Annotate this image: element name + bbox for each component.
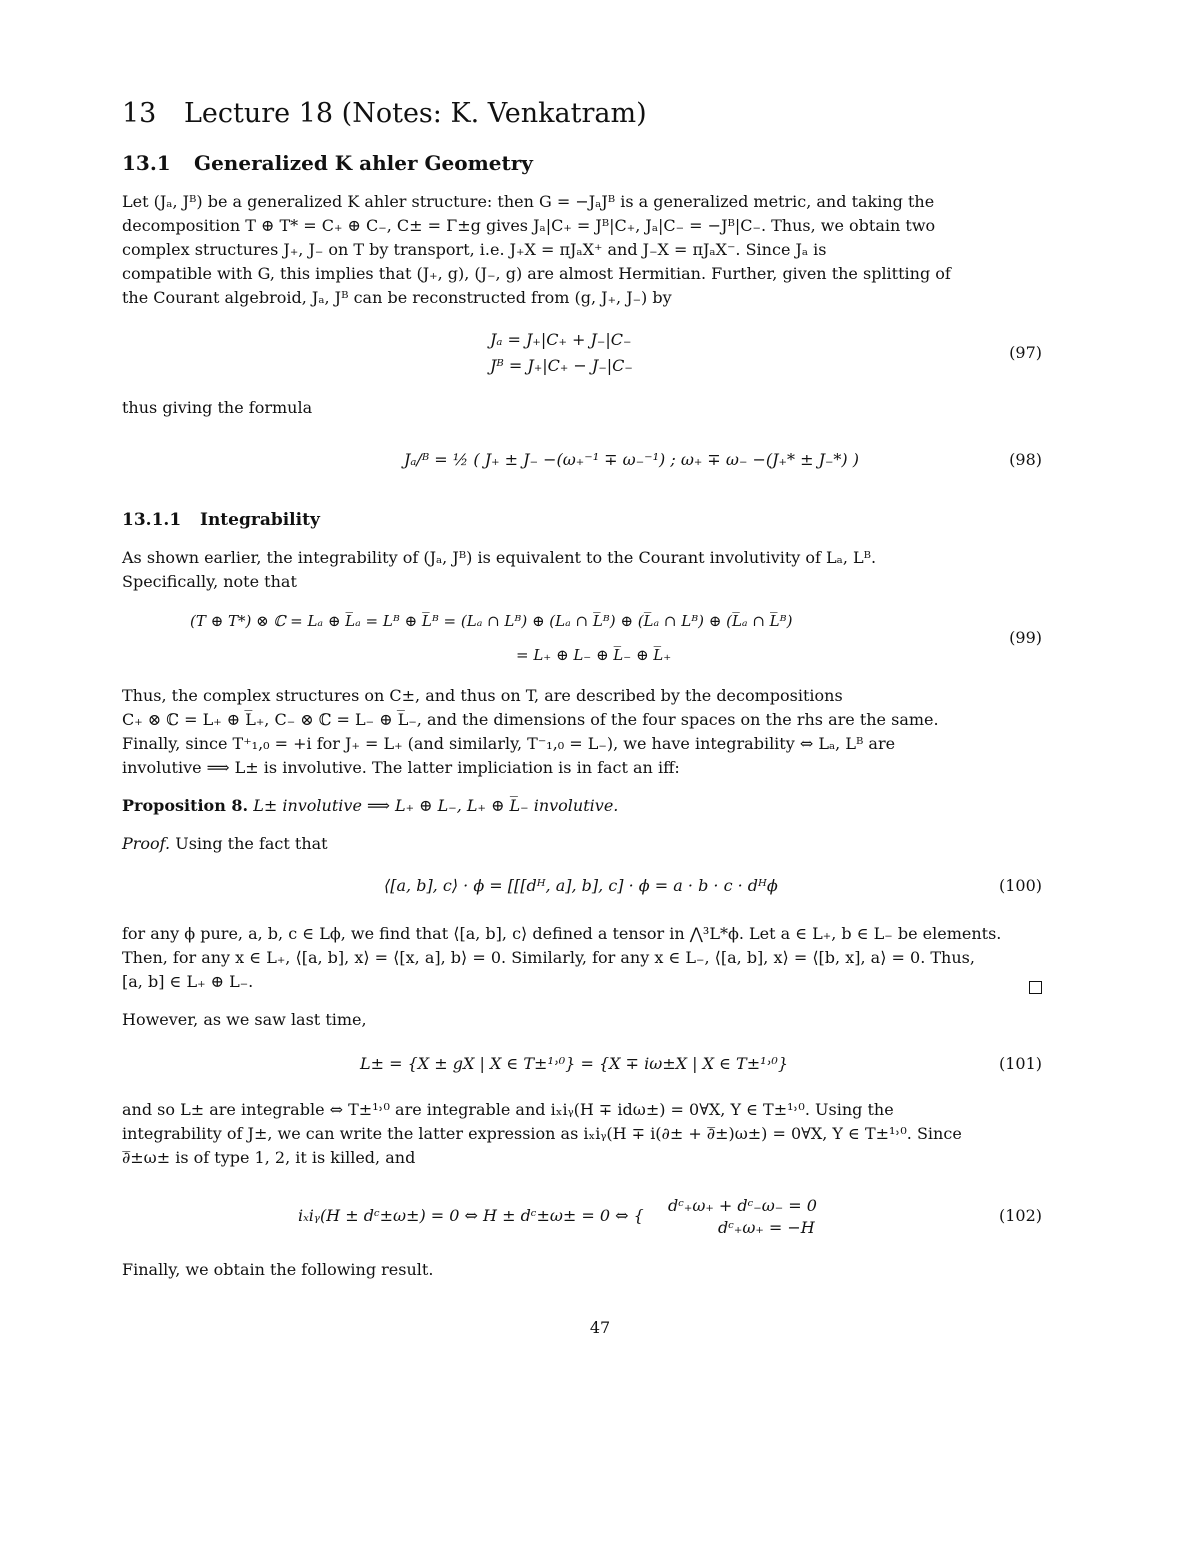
text-line: However, as we saw last time, [122, 1010, 367, 1029]
text-line: Finally, we obtain the following result. [122, 1260, 434, 1279]
equation-line: = L₊ ⊕ L₋ ⊕ L̅₋ ⊕ L̅₊ [516, 646, 672, 664]
equation-number: (99) [1009, 628, 1042, 647]
equation-97 [122, 330, 1042, 380]
proposition [122, 794, 1042, 818]
paragraph-proof [122, 922, 1042, 994]
subsection-heading [122, 151, 1042, 175]
equation-101 [122, 1054, 1042, 1082]
proposition-label: Proposition 8. [122, 796, 249, 815]
qed-square-icon [1029, 981, 1042, 994]
text-line: Finally, since T⁺₁,₀ = +i for J₊ = L₊ (and similarly, T⁻₁,₀ = L₋), we have integrability ⇔ Lₐ, Lᴮ are [122, 734, 896, 753]
equation-98 [122, 448, 1042, 478]
equation-number: (100) [998, 876, 1042, 895]
paragraph-formula-intro [122, 396, 1042, 420]
equation-99 [122, 612, 1042, 668]
equation-line: (T ⊕ T*) ⊗ ℂ = Lₐ ⊕ L̅ₐ = Lᴮ ⊕ L̅ᴮ = (Lₐ ∩ Lᴮ) ⊕ (Lₐ ∩ L̅ᴮ) ⊕ (L̅ₐ ∩ Lᴮ) ⊕ (L̅ₐ ∩ L̅ᴮ) [190, 612, 793, 630]
text-line: C₊ ⊗ ℂ = L₊ ⊕ L̅₊, C₋ ⊗ ℂ = L₋ ⊕ L̅₋, and the dimensions of the four spaces on the rhs are the same. [122, 710, 939, 729]
text-line: integrability of J±, we can write the latter expression as iₓiᵧ(H ∓ i(∂± + ∂̅±)ω±) = 0∀X, Y ∈ T±¹˒⁰. Since [122, 1124, 962, 1143]
equation-line: ⟨[a, b], c⟩ · ϕ = [[[dᴴ, a], b], c] · ϕ = a · b · c · dᴴϕ [384, 876, 778, 895]
equation-number: (101) [998, 1054, 1042, 1073]
equation-number: (102) [998, 1206, 1042, 1225]
page-number: 47 [589, 1318, 611, 1337]
subsubsection-title: Integrability [200, 510, 320, 530]
section-number: 13 [122, 98, 157, 129]
section-heading [122, 98, 1042, 129]
proposition-text: L± involutive ⟹ L₊ ⊕ L₋, L₊ ⊕ L̅₋ involutive. [253, 796, 619, 815]
text-line: Specifically, note that [122, 572, 297, 591]
paragraph-final [122, 1258, 1042, 1282]
paragraph-integrable [122, 1098, 1042, 1170]
text-line: the Courant algebroid, Jₐ, Jᴮ can be reconstructed from (g, J₊, J₋) by [122, 288, 672, 307]
text-line: decomposition T ⊕ T* = C₊ ⊕ C₋, C± = Γ±g gives Jₐ|C₊ = Jᴮ|C₊, Jₐ|C₋ = −Jᴮ|C₋. Thus, we obtain two [122, 216, 936, 235]
paragraph-decompositions [122, 684, 1042, 780]
subsection-number: 13.1 [122, 151, 171, 175]
text-line: Let (Jₐ, Jᴮ) be a generalized K ahler structure: then G = −JₐJᴮ is a generalized metric, and taking the [122, 192, 935, 211]
text-line: and so L± are integrable ⇔ T±¹˒⁰ are integrable and iₓiᵧ(H ∓ idω±) = 0∀X, Y ∈ T±¹˒⁰. Using the [122, 1100, 894, 1119]
text-line: ∂̅±ω± is of type 1, 2, it is killed, and [122, 1148, 416, 1167]
proof-intro [122, 832, 1042, 856]
paragraph-however [122, 1008, 1042, 1032]
text-line: involutive ⟹ L± is involutive. The latter impliciation is in fact an iff: [122, 758, 680, 777]
text-line: compatible with G, this implies that (J₊, g), (J₋, g) are almost Hermitian. Further, given the splitting of [122, 264, 951, 283]
proof-text: Using the fact that [175, 834, 328, 853]
equation-number: (98) [1009, 450, 1042, 469]
equation-line: Jₐ/ᴮ = ½ ( J₊ ± J₋ −(ω₊⁻¹ ∓ ω₋⁻¹) ; ω₊ ∓ ω₋ −(J₊* ± J₋*) ) [404, 450, 859, 469]
text-line: As shown earlier, the integrability of (Jₐ, Jᴮ) is equivalent to the Courant involutivity of Lₐ, Lᴮ. [122, 548, 877, 567]
paragraph-integrability [122, 546, 1042, 594]
text-line: for any ϕ pure, a, b, c ∈ Lϕ, we find that ⟨[a, b], c⟩ defined a tensor in ⋀³L*ϕ. Let a ∈ L₊, b ∈ L₋ be elements. [122, 924, 1002, 943]
subsection-title: Generalized K ahler Geometry [194, 151, 533, 175]
equation-102 [122, 1196, 1042, 1240]
text-line: thus giving the formula [122, 398, 313, 417]
equation-line: Jₐ = J₊|C₊ + J₋|C₋ [490, 330, 632, 349]
text-line: Then, for any x ∈ L₊, ⟨[a, b], x⟩ = ⟨[x, a], b⟩ = 0. Similarly, for any x ∈ L₋, ⟨[a, b], x⟩ = ⟨[b, x], a⟩ = 0. Thus, [122, 948, 975, 967]
text-line: Thus, the complex structures on C±, and thus on T, are described by the decompositions [122, 686, 843, 705]
equation-case: dᶜ₊ω₊ = −H [718, 1218, 815, 1237]
equation-line: Jᴮ = J₊|C₊ − J₋|C₋ [490, 356, 633, 375]
paragraph-intro [122, 190, 1042, 310]
equation-line: iₓiᵧ(H ± dᶜ±ω±) = 0 ⇔ H ± dᶜ±ω± = 0 ⇔ { [298, 1206, 644, 1225]
text-line: [a, b] ∈ L₊ ⊕ L₋. [122, 972, 254, 991]
equation-case: dᶜ₊ω₊ + dᶜ₋ω₋ = 0 [668, 1196, 817, 1215]
equation-100 [122, 876, 1042, 902]
text-line: complex structures J₊, J₋ on T by transport, i.e. J₊X = πJₐX⁺ and J₋X = πJₐX⁻. Since Jₐ is [122, 240, 827, 259]
proof-label: Proof. [122, 834, 171, 853]
equation-line: L± = {X ± gX | X ∈ T±¹˒⁰} = {X ∓ iω±X | X ∈ T±¹˒⁰} [360, 1054, 789, 1073]
section-title: Lecture 18 (Notes: K. Venkatram) [184, 98, 647, 129]
subsubsection-heading [122, 510, 1042, 530]
equation-number: (97) [1009, 343, 1042, 362]
subsubsection-number: 13.1.1 [122, 510, 182, 530]
